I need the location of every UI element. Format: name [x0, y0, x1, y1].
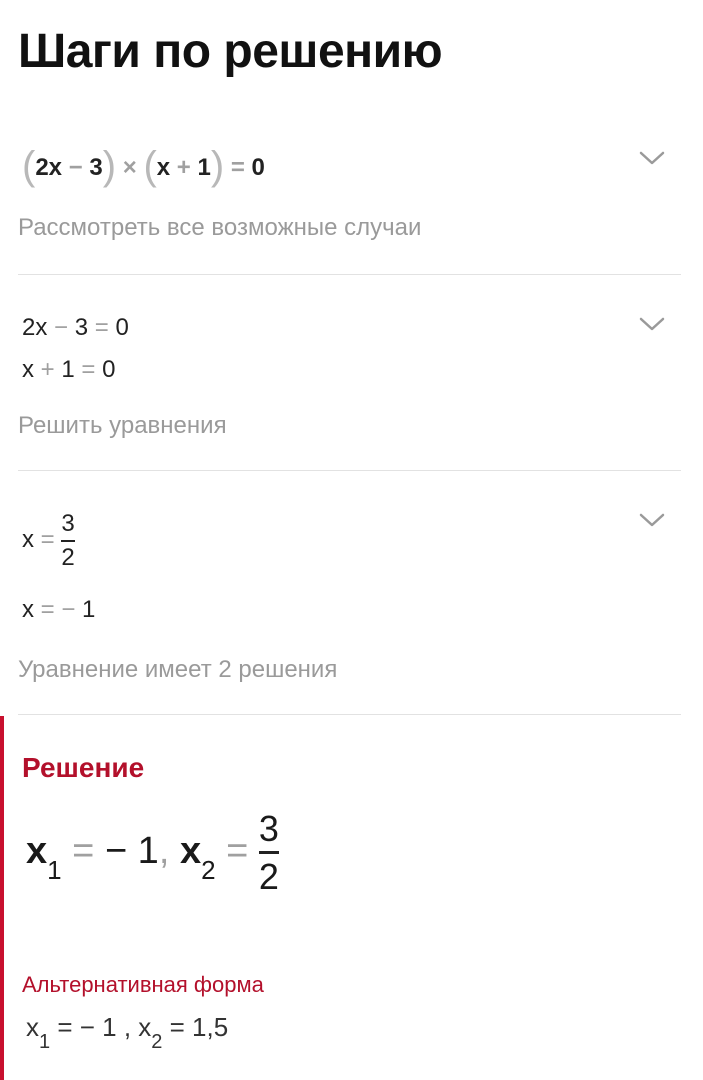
step-2-description: Решить уравнения: [18, 412, 227, 439]
term: 0: [102, 356, 116, 383]
subscript: 2: [201, 854, 216, 885]
variable: x: [22, 596, 34, 623]
step-1[interactable]: [18, 130, 681, 270]
variable: x: [138, 1012, 152, 1042]
fraction: [61, 510, 74, 571]
page-title: Шаги по решению: [18, 25, 443, 78]
term: 0: [115, 314, 129, 341]
operator: −: [54, 314, 69, 341]
step-2[interactable]: [18, 300, 681, 470]
term: 2x: [35, 154, 63, 181]
fraction: [259, 808, 279, 898]
close-paren: ): [210, 144, 225, 188]
solution-accent-bar: [0, 716, 4, 1080]
operator: −: [61, 596, 76, 623]
operator: ×: [122, 154, 137, 181]
term: 2x: [22, 314, 48, 341]
step-2-line-2: [22, 356, 115, 384]
solution-math: [26, 808, 279, 918]
alternative-form-label: Альтернативная форма: [22, 972, 264, 997]
operator: +: [176, 154, 191, 181]
step-3-description: Уравнение имеет 2 решения: [18, 656, 338, 683]
open-paren: (: [143, 144, 157, 188]
variable: x: [22, 525, 34, 553]
divider: [18, 714, 681, 715]
operator: =: [94, 314, 109, 341]
value: = 1,5: [162, 1012, 229, 1042]
chevron-down-icon[interactable]: [637, 148, 667, 168]
operator: =: [226, 829, 249, 872]
divider: [18, 470, 681, 471]
variable: x: [179, 829, 202, 872]
subscript: 2: [151, 1031, 163, 1053]
step-1-description: Рассмотреть все возможные случаи: [18, 214, 422, 241]
separator: ,: [158, 829, 170, 872]
close-paren: ): [102, 144, 117, 188]
subscript: 1: [47, 854, 62, 885]
operator: =: [81, 356, 96, 383]
operator: +: [40, 356, 55, 383]
subscript: 1: [39, 1031, 51, 1053]
solution-label: Решение: [22, 752, 145, 783]
term: 1: [61, 356, 75, 383]
operator: =: [40, 525, 55, 553]
divider: [18, 274, 681, 275]
operator: −: [68, 154, 83, 181]
step-2-line-1: [22, 314, 129, 342]
chevron-down-icon[interactable]: [637, 314, 667, 334]
value: = − 1 ,: [50, 1012, 139, 1042]
numerator: 3: [61, 510, 75, 537]
numerator: 3: [258, 808, 279, 849]
step-3-line-1: [22, 510, 75, 571]
alternative-form-math: [26, 1012, 228, 1054]
term: 0: [251, 154, 265, 181]
operator: =: [72, 829, 95, 872]
chevron-down-icon[interactable]: [637, 510, 667, 530]
term: 3: [74, 314, 89, 341]
step-3[interactable]: [18, 496, 681, 706]
term: 1: [82, 596, 96, 623]
open-paren: (: [22, 144, 36, 188]
variable: x: [26, 1012, 39, 1042]
step-1-equation: [22, 144, 265, 189]
fraction-bar: [259, 851, 279, 854]
step-3-line-2: [22, 596, 95, 624]
denominator: 2: [61, 543, 75, 571]
fraction-bar: [61, 540, 74, 542]
value: − 1: [104, 829, 159, 872]
operator: =: [230, 154, 245, 181]
term: x: [156, 154, 171, 181]
denominator: 2: [258, 856, 279, 898]
operator: =: [40, 596, 55, 623]
variable: x: [26, 829, 48, 872]
term: 1: [197, 154, 211, 181]
term: 3: [89, 154, 103, 181]
term: x: [22, 356, 34, 383]
